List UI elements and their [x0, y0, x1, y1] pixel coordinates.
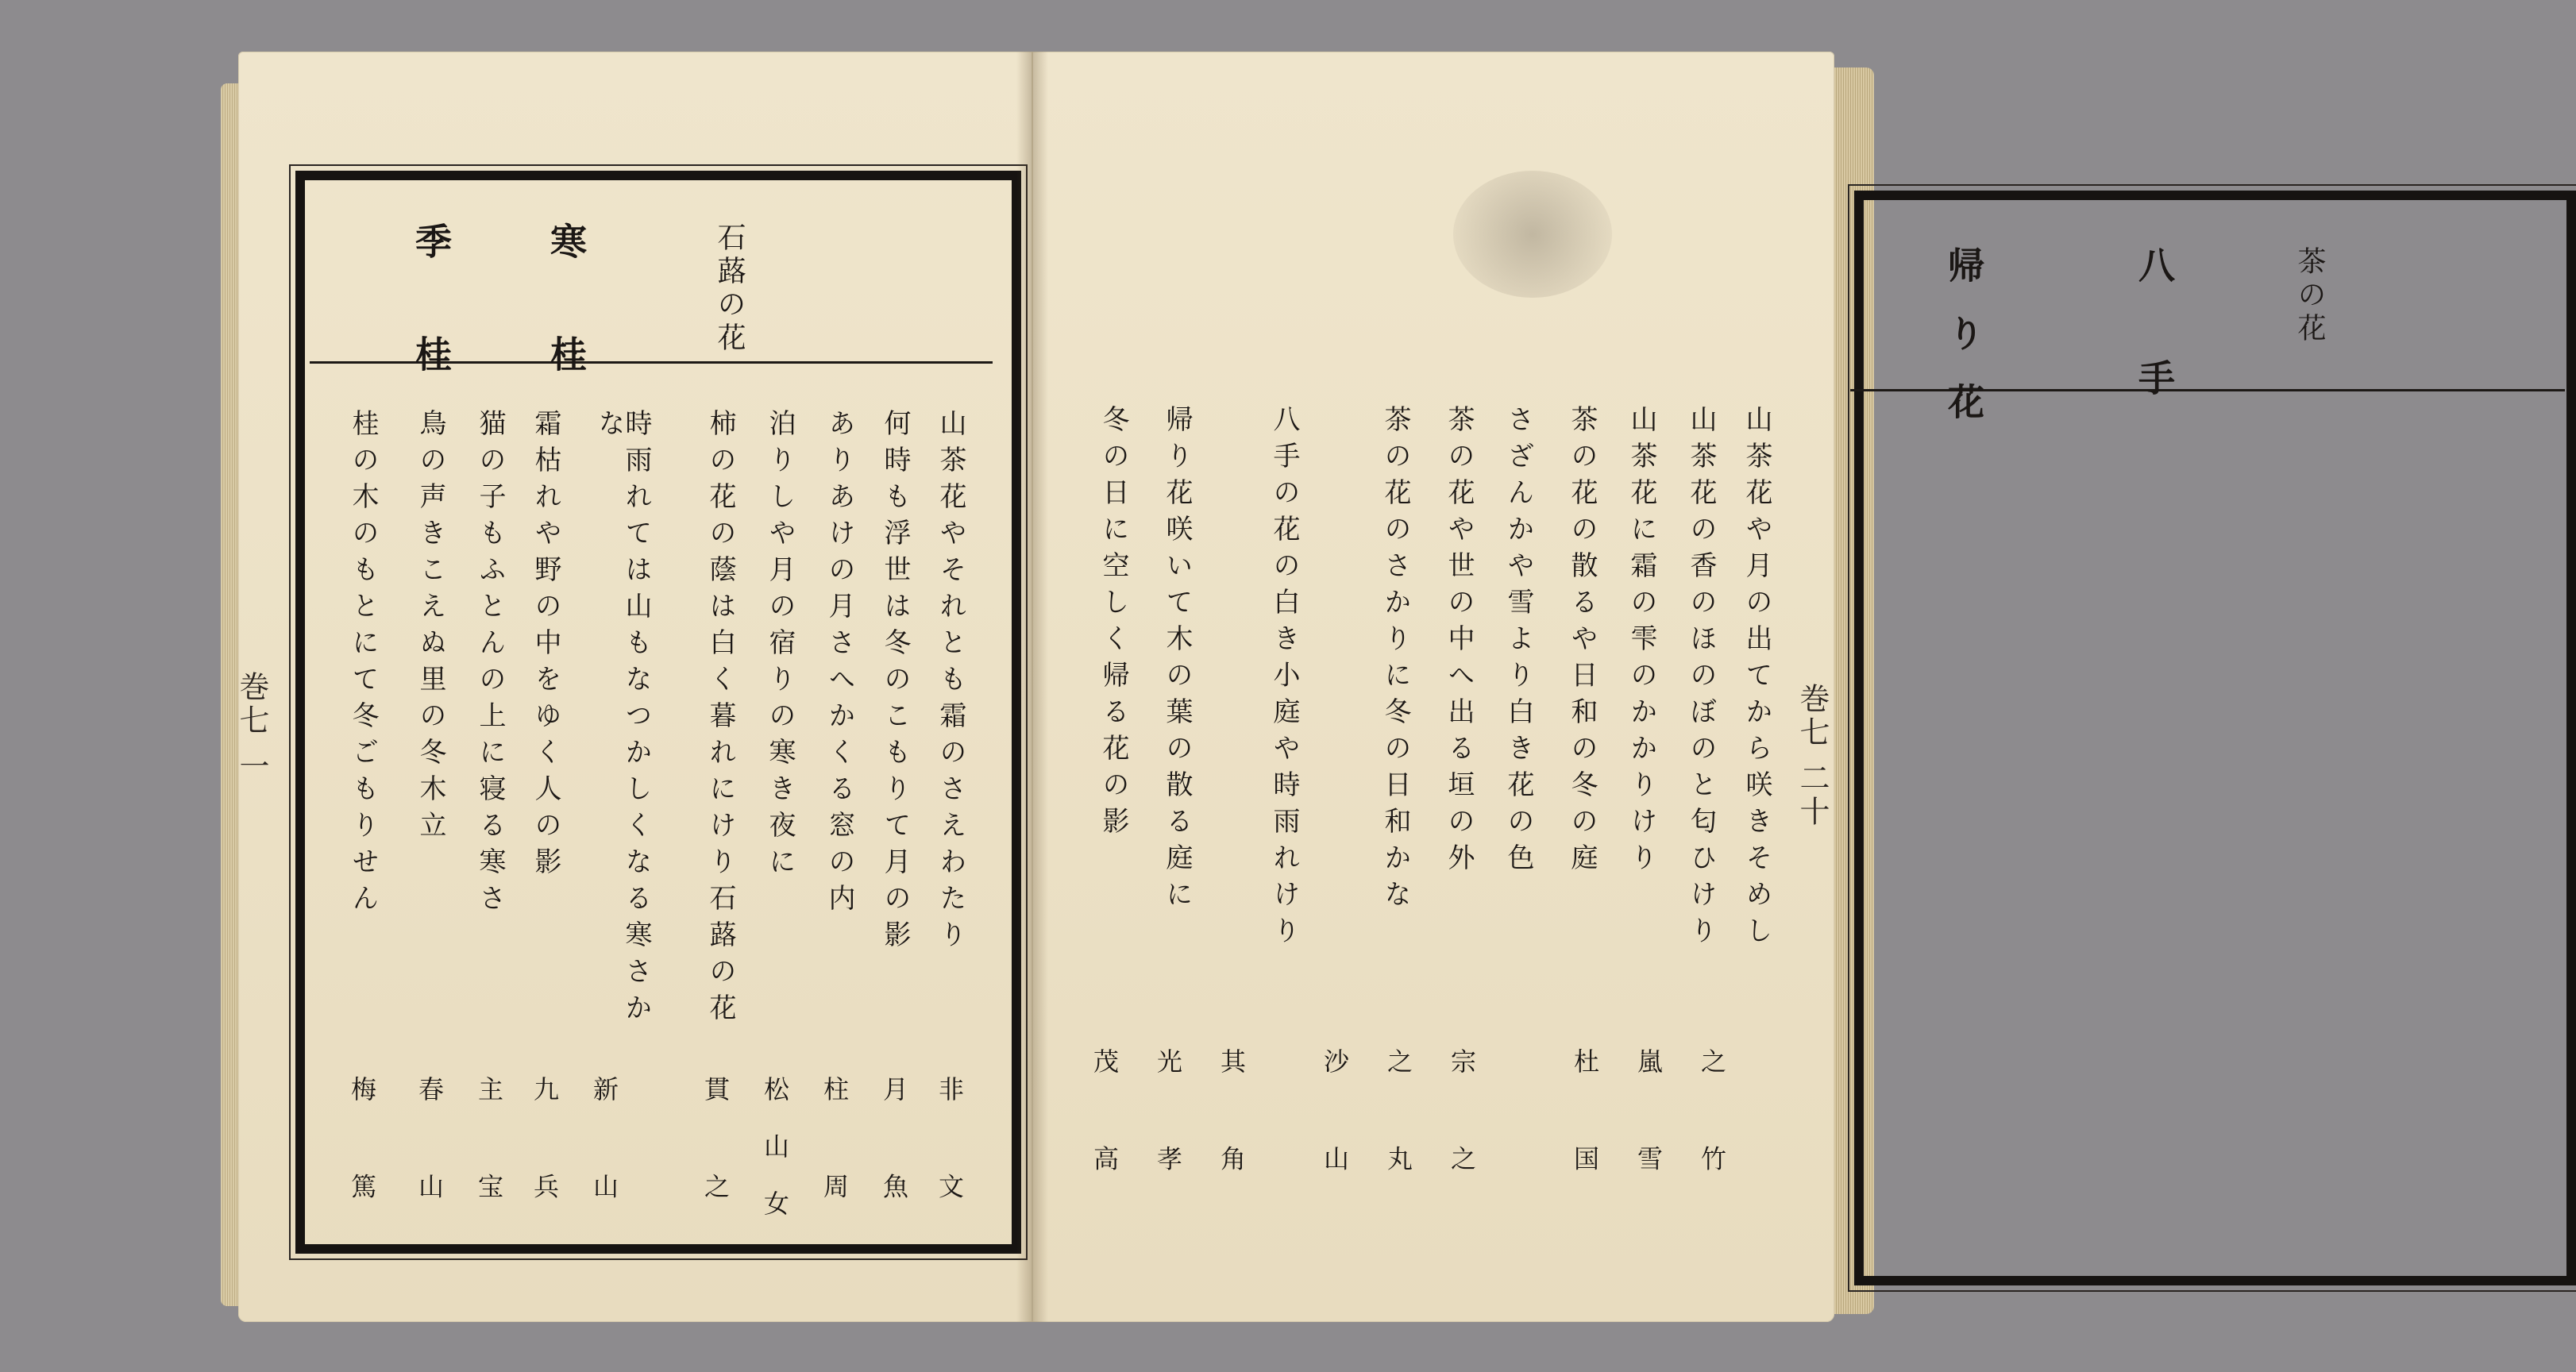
right-poem-9: 帰り花咲いて木の葉の散る庭に	[1161, 405, 1193, 916]
left-heading-1: 石蕗の花	[713, 222, 746, 356]
left-author-8: 主 宝	[474, 1076, 504, 1231]
left-page-frame	[295, 171, 1021, 1254]
left-author-1: 非 文	[935, 1076, 965, 1231]
book-gutter	[1016, 52, 1048, 1322]
left-poem-6: 時雨れては山もなつかしくなる寒さかな	[593, 409, 652, 1030]
left-spine-mark: 巻七 一	[234, 671, 269, 784]
left-author-2: 月 魚	[879, 1076, 909, 1231]
left-poem-9: 鳥の声きこえぬ里の冬木立	[415, 409, 446, 847]
right-spine-mark: 巻七 二十	[1795, 683, 1830, 830]
right-author-3: 杜 国	[1570, 1048, 1600, 1203]
left-author-7: 九 兵	[530, 1076, 560, 1231]
left-poem-1: 山茶花やそれとも霜のさえわたり	[935, 409, 966, 957]
right-heading-1: 茶の花	[2293, 246, 2326, 346]
left-author-9: 春 山	[415, 1076, 445, 1231]
left-author-10: 梅 篤	[347, 1076, 377, 1231]
left-author-5: 貫 之	[700, 1076, 731, 1231]
right-poem-6: 茶の花や世の中へ出る垣の外	[1443, 405, 1475, 880]
left-author-3: 柱 周	[819, 1076, 850, 1231]
right-author-9: 茂 高	[1089, 1048, 1120, 1203]
left-poem-7: 霜枯れや野の中をゆく人の影	[530, 409, 561, 884]
right-author-1: 之 竹	[1697, 1048, 1727, 1203]
left-poem-4: 泊りしや月の宿りの寒き夜に	[764, 409, 796, 884]
right-poem-3: 山茶花に霜の雫のかかりけり	[1625, 405, 1657, 880]
right-author-8: 光 孝	[1153, 1048, 1183, 1203]
right-poem-10: 冬の日に空しく帰る花の影	[1097, 405, 1129, 843]
right-poem-5: さざんかや雪より白き花の色	[1502, 405, 1534, 880]
left-page	[234, 52, 1032, 1322]
right-poem-1: 山茶花や月の出てから咲きそめし	[1741, 405, 1772, 953]
right-author-4: 宗 之	[1447, 1048, 1477, 1203]
left-author-4: 松山女	[760, 1076, 790, 1247]
paper-stain	[1453, 171, 1612, 298]
left-heading-2: 寒 桂	[545, 222, 588, 404]
left-heading-3: 季 桂	[410, 222, 453, 404]
right-poem-7: 茶の花のさかりに冬の日和かな	[1379, 405, 1411, 916]
right-heading-2: 八 手	[2133, 246, 2176, 428]
right-poem-2: 山茶花の香のほのぼのと匂ひけり	[1685, 405, 1717, 953]
right-author-5: 之 丸	[1383, 1048, 1413, 1203]
right-poem-8: 八手の花の白き小庭や時雨れけり	[1268, 405, 1300, 953]
right-poem-4: 茶の花の散るや日和の冬の庭	[1566, 405, 1598, 880]
left-poem-5: 柿の花の蔭は白く暮れにけり石蕗の花	[704, 409, 736, 1030]
left-author-6: 新 山	[589, 1076, 619, 1231]
left-poem-8: 猫の子もふとんの上に寝る寒さ	[474, 409, 506, 920]
right-author-2: 嵐 雪	[1633, 1048, 1664, 1203]
right-heading-3: 帰り花	[1942, 246, 1985, 451]
right-author-7: 其 角	[1217, 1048, 1247, 1203]
left-poem-2: 何時も浮世は冬のこもりて月の影	[879, 409, 911, 957]
left-poem-10: 桂の木のもとにて冬ごもりせん	[347, 409, 379, 920]
right-author-6: 沙 山	[1320, 1048, 1350, 1203]
left-poem-3: ありあけの月さへかくる窓の内	[823, 409, 855, 920]
open-book	[230, 52, 2326, 1322]
